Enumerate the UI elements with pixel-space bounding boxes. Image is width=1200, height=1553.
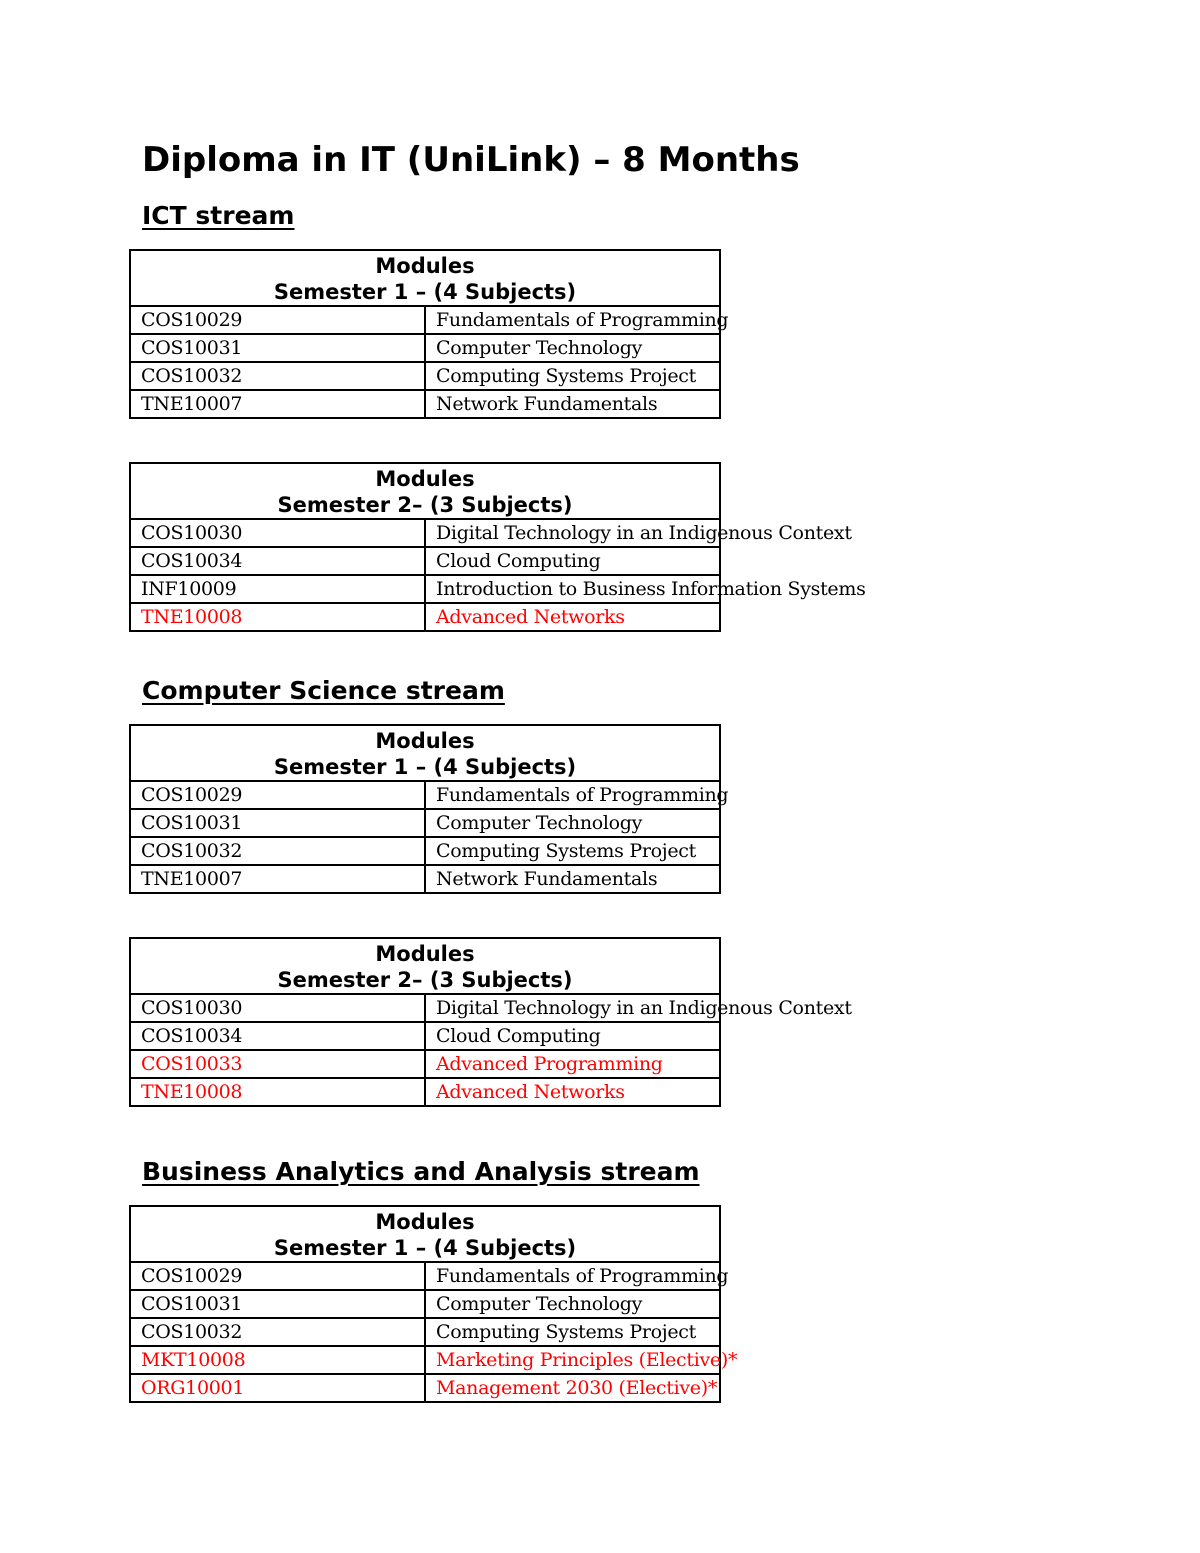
page-title: Diploma in IT (UniLink) – 8 Months [142,140,800,180]
stream-heading-business-analytics: Business Analytics and Analysis stream [142,1157,700,1186]
table-row [130,362,720,390]
table-row [130,547,720,575]
subject-code: TNE10007 [130,390,425,418]
table-header-row [130,938,720,994]
table-row [130,837,720,865]
subject-name: Fundamentals of Programming [425,306,720,334]
subject-code: COS10032 [130,362,425,390]
ict-semester-1-table [129,249,729,419]
cs-semester-1-table [129,724,729,894]
table-header [130,463,720,519]
subject-name: Marketing Principles (Elective)* [425,1346,720,1374]
semester-label: Semester 1 – (4 Subjects) [273,755,577,779]
table-row-highlighted [130,1374,720,1402]
subject-name: Network Fundamentals [425,865,720,893]
table-header-row [130,1206,720,1262]
subject-code: TNE10007 [130,865,425,893]
subject-code: COS10029 [130,781,425,809]
subject-code: TNE10008 [130,603,425,631]
subject-code: COS10031 [130,1290,425,1318]
table-row [130,865,720,893]
subject-name: Computer Technology [425,334,720,362]
subject-name: Computer Technology [425,1290,720,1318]
table-header-row [130,725,720,781]
subject-name: Advanced Networks [425,1078,720,1106]
subject-name: Cloud Computing [425,1022,720,1050]
stream-heading-computer-science: Computer Science stream [142,676,505,705]
subject-name: Advanced Programming [425,1050,720,1078]
table-row [130,781,720,809]
table-header [130,725,720,781]
table-header [130,1206,720,1262]
modules-label: Modules [375,942,475,966]
table-row [130,390,720,418]
table-row-highlighted [130,603,720,631]
modules-label: Modules [375,254,475,278]
subject-code: COS10030 [130,994,425,1022]
subject-name: Computing Systems Project [425,1318,720,1346]
subject-name: Computing Systems Project [425,837,720,865]
subject-name: Fundamentals of Programming [425,781,720,809]
stream-heading-ict: ICT stream [142,201,295,230]
subject-code: COS10031 [130,334,425,362]
semester-label: Semester 1 – (4 Subjects) [273,280,577,304]
subject-code: COS10029 [130,306,425,334]
modules-label: Modules [375,729,475,753]
subject-name: Introduction to Business Information Systems [425,575,720,603]
subject-code: COS10030 [130,519,425,547]
semester-label: Semester 2– (3 Subjects) [277,968,573,992]
subject-name: Fundamentals of Programming [425,1262,720,1290]
table-row-highlighted [130,1078,720,1106]
table-row [130,1262,720,1290]
subject-name: Management 2030 (Elective)* [425,1374,720,1402]
ba-semester-1-table [129,1205,738,1403]
table-row [130,1022,720,1050]
subject-code: COS10034 [130,1022,425,1050]
table-row [130,1290,720,1318]
subject-name: Digital Technology in an Indigenous Context [425,519,720,547]
table-row [130,575,720,603]
table-row [130,306,720,334]
semester-label: Semester 1 – (4 Subjects) [273,1236,577,1260]
subject-name: Computer Technology [425,809,720,837]
subject-code: COS10032 [130,1318,425,1346]
table-row [130,334,720,362]
semester-label: Semester 2– (3 Subjects) [277,493,573,517]
modules-label: Modules [375,1210,475,1234]
table-row-highlighted [130,1050,720,1078]
modules-label: Modules [375,467,475,491]
subject-code: INF10009 [130,575,425,603]
table-row-highlighted [130,1346,720,1374]
subject-name: Advanced Networks [425,603,720,631]
subject-code: COS10033 [130,1050,425,1078]
table-header-row [130,250,720,306]
ict-semester-2-table [129,462,866,632]
subject-code: ORG10001 [130,1374,425,1402]
subject-name: Network Fundamentals [425,390,720,418]
subject-code: COS10031 [130,809,425,837]
table-row [130,1318,720,1346]
table-row [130,809,720,837]
subject-name: Digital Technology in an Indigenous Context [425,994,720,1022]
table-row [130,994,720,1022]
subject-code: TNE10008 [130,1078,425,1106]
subject-code: COS10029 [130,1262,425,1290]
subject-code: COS10034 [130,547,425,575]
subject-name: Computing Systems Project [425,362,720,390]
table-header [130,938,720,994]
subject-name: Cloud Computing [425,547,720,575]
table-header-row [130,463,720,519]
table-row [130,519,720,547]
table-header [130,250,720,306]
subject-code: MKT10008 [130,1346,425,1374]
cs-semester-2-table [129,937,852,1107]
subject-code: COS10032 [130,837,425,865]
